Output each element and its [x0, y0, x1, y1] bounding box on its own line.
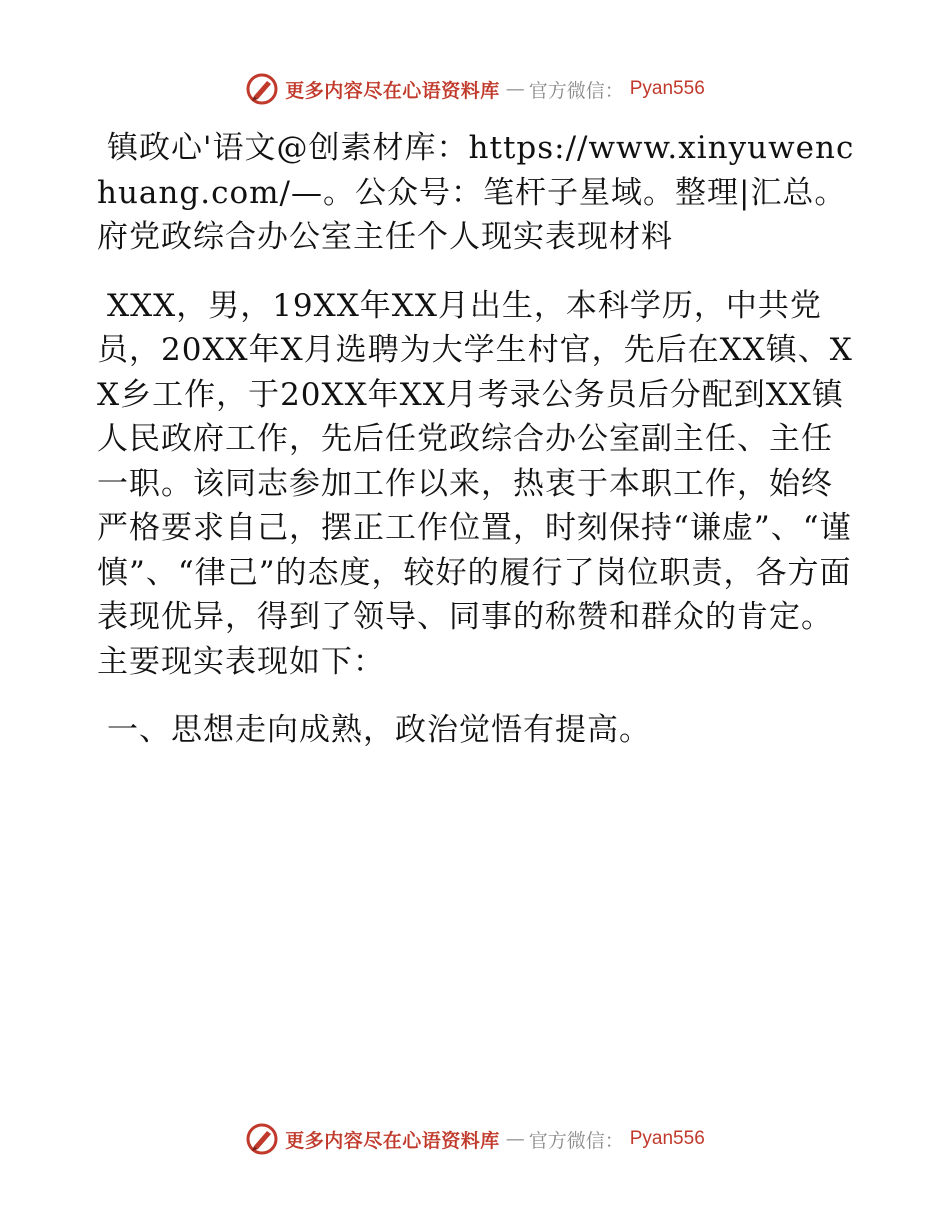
- watermark-wechat-label: 官方微信：: [528, 1129, 624, 1152]
- watermark-main-text: 更多内容尽在心语资料库: [285, 1129, 500, 1152]
- watermark-wechat-label: 官方微信：: [528, 79, 624, 102]
- section-heading: 一、思想走向成熟，政治觉悟有提高。: [107, 712, 651, 748]
- header-watermark: [0, 72, 950, 106]
- watermark-wechat-id: Pyan556: [629, 78, 705, 99]
- watermark-main-text: 更多内容尽在心语资料库: [285, 79, 500, 102]
- pen-logo-icon: [245, 72, 279, 106]
- document-body: [97, 126, 857, 777]
- watermark-separator: —: [505, 78, 523, 100]
- pen-logo-icon: [245, 1122, 279, 1156]
- watermark-wechat-id: Pyan556: [629, 1128, 705, 1149]
- footer-watermark: [0, 1122, 950, 1156]
- paragraph-intro: 镇政心'语文@创素材库：https://www.xinyuwenchuang.com/—。公众号：笔杆子星域。整理|汇总。府党政综合办公室主任个人现实表现材料: [97, 130, 855, 255]
- watermark-separator: —: [505, 1128, 523, 1150]
- paragraph-profile: XXX，男，19XX年XX月出生，本科学历，中共党员，20XX年X月选聘为大学生村官，先后在XX镇、XX乡工作，于20XX年XX月考录公务员后分配到XX镇人民政府工作，先后任党政综合办公室副主任、主任一职。该同志参加工作以来，热衷于本职工作，始终严格要求自己，摆正工作位置，时刻保持“谦虚”、“谨慎”、“律己”的态度，较好的履行了岗位职责，各方面表现优异，得到了领导、同事的称赞和群众的肯定。主要现实表现如下：: [97, 287, 853, 680]
